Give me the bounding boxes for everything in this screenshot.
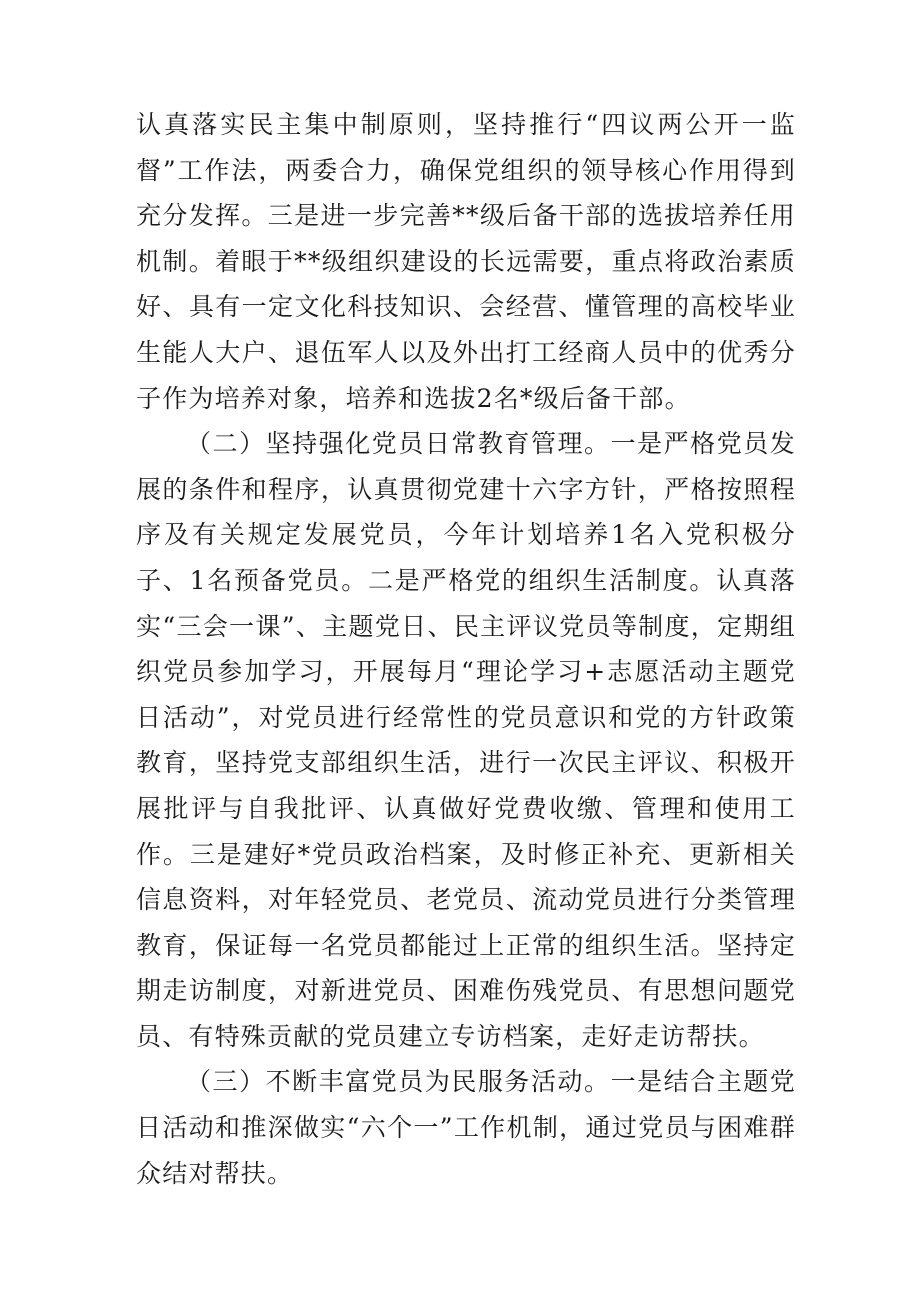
paragraph-section-two: （二）坚持强化党员日常教育管理。一是严格党员发展的条件和程序，认真贯彻党建十六字方针，严格按照程序及有关规定发展党员，今年计划培养1名入党积极分子、1名预备党员。二是严格党的组织生活制度。认真落实“三会一课”、主题党日、民主评议党员等制度，定期组织党员参加学习，开展每月“理论学习+志愿活动主题党日活动”，对党员进行经常性的党员意识和党的方针政策教育，坚持党支部组织生活，进行一次民主评议、积极开展批评与自我批评、认真做好党费收缴、管理和使用工作。三是建好*党员政治档案，及时修正补充、更新相关信息资料，对年轻党员、老党员、流动党员进行分类管理教育，保证每一名党员都能过上正常的组织生活。坚持定期走访制度，对新进党员、困难伤残党员、有思想问题党员、有特殊贡献的党员建立专访档案，走好走访帮扶。 bbox=[136, 429, 796, 1051]
paragraph-continuation: 认真落实民主集中制原则，坚持推行“四议两公开一监督”工作法，两委合力，确保党组织的领导核心作用得到充分发挥。三是进一步完善**级后备干部的选拔培养任用机制。着眼于**级组织建设的长远需要，重点将政治素质好、具有一定文化科技知识、会经营、懂管理的高校毕业生能人大户、退伍军人以及外出打工经商人员中的优秀分子作为培养对象，培养和选拔2名*级后备干部。 bbox=[136, 110, 796, 413]
paragraph-section-three: （三）不断丰富党员为民服务活动。一是结合主题党日活动和推深做实“六个一”工作机制，通过党员与困难群众结对帮扶。 bbox=[136, 1067, 796, 1188]
document-body bbox=[136, 102, 796, 1196]
